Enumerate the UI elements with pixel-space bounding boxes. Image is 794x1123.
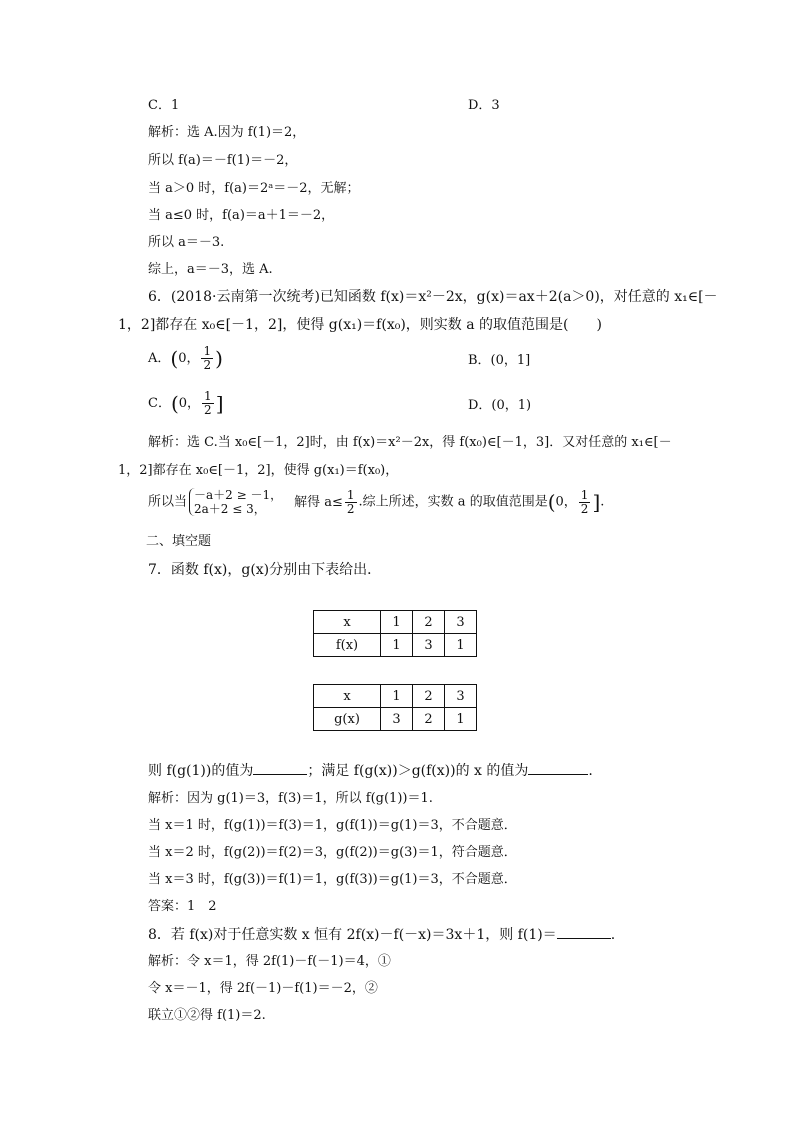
option-d-prev: D．3	[468, 98, 500, 113]
solution-system-line: 所以当 －a＋2 ≥ －1， 2a＋2 ≤ 3， 解得 a≤ $\frac{1}{2}$ .综上所述，实数 a 的取值范围是(0， $\frac{1}{2}$ ].	[148, 487, 605, 516]
fraction-numerator: 1	[580, 487, 589, 502]
question-7-fill	[148, 762, 593, 780]
fraction-denominator: 2	[203, 358, 212, 372]
fraction-denominator: 2	[580, 501, 589, 516]
question-8-text: 8．若 f(x)对于任意实数 x 恒有 2f(x)－f(－x)＝3x＋1，则 f(1)＝	[148, 927, 557, 943]
question-6-line2: 1，2]都存在 x₀∈[－1，2]，使得 g(x₁)＝f(x₀)，则实数 a 的取值范围是( )	[118, 317, 602, 333]
option-c: C．(0， $\frac{1}{2}$ ]	[148, 389, 224, 417]
table-f	[313, 610, 477, 657]
solution-conclusion: .综上所述，实数 a 的取值范围是	[358, 494, 548, 510]
question-8	[148, 926, 615, 944]
solution-line: 令 x＝－1，得 2f(－1)－f(1)＝－2，②	[148, 981, 378, 996]
solution-line: 当 a＞0 时，f(a)＝2ᵃ＝－2，无解；	[148, 181, 360, 196]
solution-line: 解析：令 x＝1，得 2f(1)－f(－1)＝4，①	[148, 954, 391, 969]
option-b: B．(0，1]	[468, 353, 531, 368]
solution-line: 当 a≤0 时，f(a)＝a＋1＝－2，	[148, 208, 335, 223]
fraction-numerator: 1	[346, 487, 355, 502]
fraction-half	[579, 489, 591, 516]
answer-blank	[253, 762, 307, 775]
fraction-half	[345, 489, 357, 516]
solution-line: 当 x＝3 时，f(g(3))＝f(1)＝1，g(f(3))＝g(1)＝3，不合题意．	[148, 872, 517, 887]
solution-line: 所以 a＝－3.	[148, 235, 225, 250]
inequality-system	[189, 488, 282, 516]
solution-line: 联立①②得 f(1)＝2.	[148, 1008, 266, 1023]
inequality-1: －a＋2 ≥ －1，	[194, 488, 283, 502]
solution-line: 1，2]都存在 x₀∈[－1，2]，使得 g(x₁)＝f(x₀)，	[118, 463, 399, 478]
fraction-half	[202, 390, 214, 417]
question-6-line1: 6．(2018·云南第一次统考)已知函数 f(x)＝x²－2x，g(x)＝ax＋2(a＞0)，对任意的 x₁∈[－	[148, 289, 718, 305]
table-g	[313, 684, 477, 731]
option-a-label: A．	[148, 351, 171, 366]
table-cell: 2	[413, 708, 445, 731]
answer-line: 答案：1 2	[148, 899, 217, 914]
option-a-zero: 0，	[178, 351, 200, 366]
solution-line: 当 x＝2 时，f(g(2))＝f(2)＝3，g(f(2))＝g(3)＝1，符合题意．	[148, 845, 517, 860]
solution-line: 综上，a＝－3，选 A.	[148, 262, 273, 277]
solution-line: 所以 f(a)＝－f(1)＝－2，	[148, 153, 298, 168]
table-cell: 3	[381, 708, 413, 731]
table-cell: 3	[445, 685, 477, 708]
fraction-numerator: 1	[204, 389, 212, 403]
table-cell: f(x)	[314, 634, 381, 657]
period: .	[610, 927, 616, 943]
section-heading: 二、填空题	[146, 534, 212, 549]
answer-blank	[528, 762, 588, 775]
answer-blank	[557, 926, 611, 939]
table-cell: x	[314, 611, 381, 634]
period: .	[600, 494, 605, 510]
fill-text-b: ；满足 f(g(x))＞g(f(x))的 x 的值为	[307, 763, 529, 779]
table-cell: 2	[413, 685, 445, 708]
option-c-prev: C．1	[148, 98, 180, 113]
option-c-label: C．	[148, 396, 171, 411]
fill-text-a: 则 f(g(1))的值为	[148, 763, 254, 779]
table-cell: 1	[445, 634, 477, 657]
solution-prefix: 所以当	[148, 494, 188, 510]
table-cell: 2	[413, 611, 445, 634]
table-cell: g(x)	[314, 708, 381, 731]
solution-line: 解析：因为 g(1)＝3，f(3)＝1，所以 f(g(1))＝1.	[148, 791, 433, 806]
solution-line: 当 x＝1 时，f(g(1))＝f(3)＝1，g(f(1))＝g(1)＝3，不合题意．	[148, 818, 517, 833]
option-c-zero: 0，	[178, 396, 201, 411]
table-cell: 1	[381, 685, 413, 708]
table-cell: 1	[381, 611, 413, 634]
question-7: 7．函数 f(x)，g(x)分别由下表给出．	[148, 562, 382, 578]
option-a: A．(0， $\frac{1}{2}$ )	[148, 344, 223, 372]
table-cell: x	[314, 685, 381, 708]
inequality-2: 2a＋2 ≤ 3，	[194, 502, 266, 516]
option-d: D．(0，1)	[468, 398, 532, 413]
table-cell: 3	[445, 611, 477, 634]
solution-mid: 解得 a≤	[294, 494, 343, 510]
table-row	[314, 634, 477, 657]
fraction-denominator: 2	[204, 403, 212, 417]
fraction-denominator: 2	[346, 501, 355, 516]
period: .	[588, 763, 593, 779]
table-cell: 1	[445, 708, 477, 731]
solution-line: 解析：选 C.当 x₀∈[－1，2]时，由 f(x)＝x²－2x，得 f(x₀)∈[－1，3]．又对任意的 x₁∈[－	[148, 435, 672, 450]
table-cell: 3	[413, 634, 445, 657]
table-row	[314, 611, 477, 634]
fraction-half	[201, 345, 213, 372]
range-zero: 0，	[555, 494, 577, 510]
table-row	[314, 685, 477, 708]
fraction-numerator: 1	[203, 344, 212, 358]
solution-line: 解析：选 A.因为 f(1)＝2，	[148, 125, 306, 140]
table-row	[314, 708, 477, 731]
table-cell: 1	[381, 634, 413, 657]
